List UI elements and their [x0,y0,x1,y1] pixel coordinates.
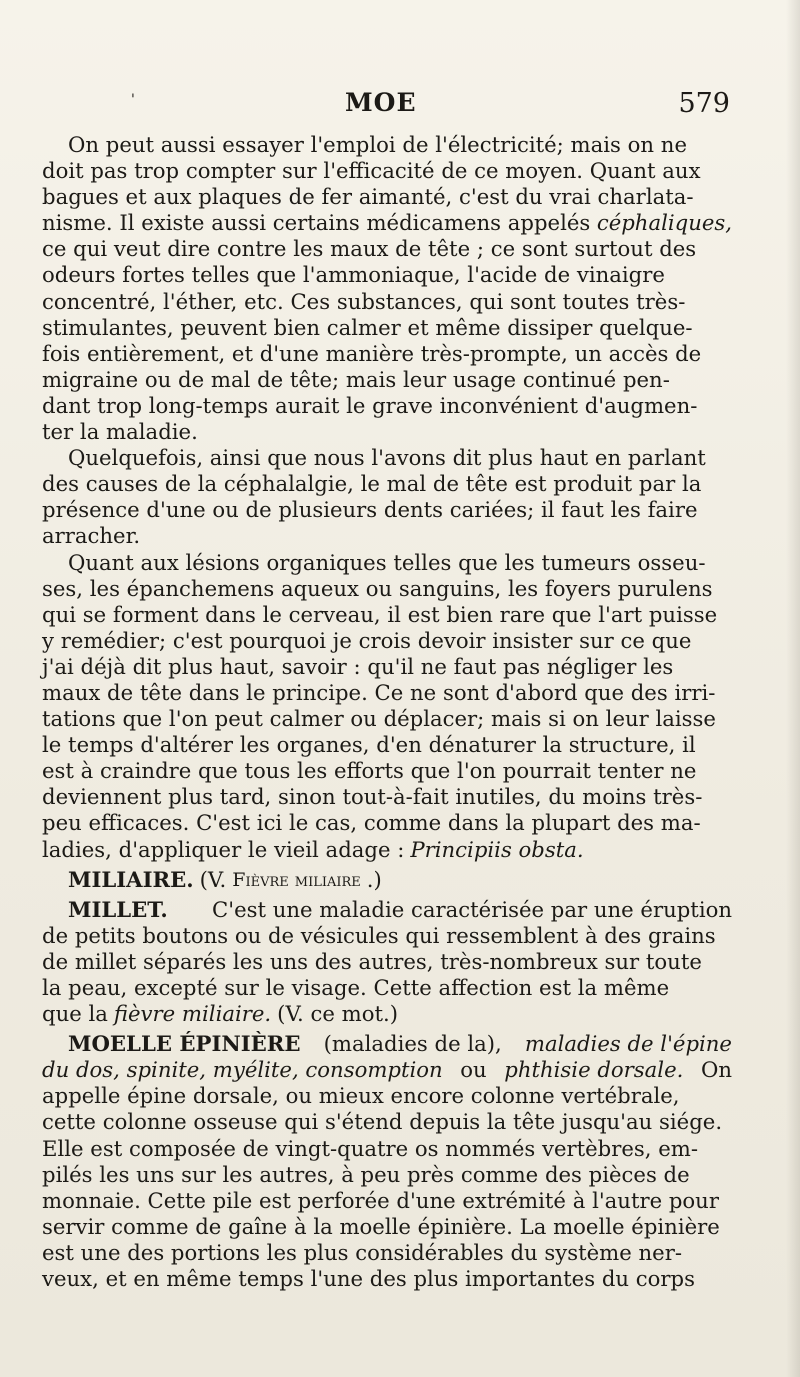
text-fragment: MILIAIRE. [68,866,194,892]
text-line [42,784,732,810]
text-fragment: dant trop long-temps aurait le grave inconvénient d'augmen- [42,392,698,418]
body-text [42,132,732,1292]
text-fragment: j'ai déjà dit plus haut, savoir : qu'il ne faut pas négliger les [42,653,674,679]
text-line [42,184,732,210]
text-fragment: phthisie dorsale. [504,1057,684,1083]
margin-mark: ' [131,92,135,108]
text-line [42,367,732,393]
text-fragment: Principiis obsta. [410,836,584,862]
text-line [42,158,732,184]
text-fragment: On [700,1057,732,1083]
text-line [42,576,732,602]
text-line [42,1162,732,1188]
entry-miliaire [42,867,732,893]
text-fragment: Quelquefois, ainsi que nous l'avons dit plus haut en parlant [68,445,706,471]
text-line [42,1057,732,1083]
text-fragment: Elle est composée de vingt-quatre os nommés vertèbres, em- [42,1135,699,1161]
text-line [42,680,732,706]
text-fragment: Fièvre miliaire [232,868,361,891]
text-fragment: la peau, excepté sur le visage. Cette affection est la même [42,975,670,1000]
text-fragment: Quant aux lésions organiques telles que les tumeurs osseu- [68,549,706,575]
text-fragment: odeurs fortes telles que l'ammoniaque, l'acide de vinaigre [42,262,665,288]
text-line [42,949,732,975]
text-fragment: ter la maladie. [42,419,198,445]
text-line [42,1240,732,1266]
text-line [42,393,732,419]
text-fragment: pilés les uns sur les autres, à peu près comme des pièces de [42,1161,690,1187]
text-fragment: cette colonne osseuse qui s'étend depuis la tête jusqu'au siége. [42,1109,723,1135]
text-fragment: migraine ou de mal de tête; mais leur usage continué pen- [42,366,670,392]
text-fragment: servir comme de gaîne à la moelle épinière. La moelle épinière [42,1213,720,1239]
text-fragment: nisme. Il existe aussi certains médicamens appelés [42,210,591,236]
text-line [42,341,732,367]
text-line [42,1136,732,1162]
text-fragment: ses, les épanchemens aqueux ou sanguins, les foyers purulens [42,575,713,601]
text-fragment: céphaliques, [596,210,732,236]
text-fragment: veux, et en même temps l'une des plus importantes du corps [42,1266,695,1292]
text-fragment: monnaie. Cette pile est perforée d'une extrémité à l'autre pour [42,1187,719,1213]
text-fragment: C'est une maladie caractérisée par une éruption [212,896,732,922]
text-fragment: que la [42,1001,108,1027]
text-fragment: MOELLE ÉPINIÈRE [68,1031,301,1057]
text-line [42,628,732,654]
text-line [42,471,732,497]
text-line [42,419,732,445]
text-fragment: le temps d'altérer les organes, d'en dénaturer la structure, il [42,732,696,758]
text-fragment: ladies, d'appliquer le vieil adage : [42,836,405,862]
text-fragment: ou [460,1057,487,1083]
text-fragment: qui se forment dans le cerveau, il est bien rare que l'art puisse [42,601,718,627]
text-line [42,1001,732,1027]
text-fragment: doit pas trop compter sur l'efficacité de ce moyen. Quant aux [42,158,701,184]
text-fragment: est une des portions les plus considérables du système ner- [42,1239,683,1265]
text-fragment: deviennent plus tard, sinon tout-à-fait inutiles, du moins très- [42,784,703,810]
page-number: 579 [678,88,730,119]
text-fragment: présence d'une ou de plusieurs dents cariées; il faut les faire [42,497,698,523]
text-fragment: du dos, spinite, myélite, consomption [42,1057,443,1083]
text-line [42,923,732,949]
entry-moelle-epiniere [42,1031,732,1057]
text-line [42,497,732,523]
text-line [42,837,732,863]
text-line [42,810,732,836]
text-fragment: bagues et aux plaques de fer aimanté, c'est du vrai charlata- [42,184,694,210]
text-fragment: y remédier; c'est pourquoi je crois devoir insister sur ce que [42,627,692,653]
text-fragment: fois entièrement, et d'une manière très-prompte, un accès de [42,340,702,366]
text-fragment: (V. [199,866,227,892]
text-line [42,262,732,288]
text-fragment: stimulantes, peuvent bien calmer et même dissiper quelque- [42,314,693,340]
text-line [42,654,732,680]
text-line [42,132,732,158]
text-line [42,210,732,236]
text-line [42,445,732,471]
text-line [42,706,732,732]
text-line [42,236,732,262]
text-fragment: On peut aussi essayer l'emploi de l'électricité; mais on ne [68,132,687,157]
text-fragment: (maladies de la), [323,1031,502,1057]
page-header [0,88,800,128]
text-fragment: fièvre miliaire. [113,1001,272,1027]
text-line [42,1266,732,1292]
text-line [42,289,732,315]
text-line [42,1083,732,1109]
text-line [42,550,732,576]
text-fragment: des causes de la céphalalgie, le mal de tête est produit par la [42,471,702,497]
text-line [42,732,732,758]
text-line [42,523,732,549]
text-fragment: concentré, l'éther, etc. Ces substances, qui sont toutes très- [42,288,686,314]
text-fragment: MILLET. [68,896,168,922]
page-edge-shadow [786,0,800,1377]
text-line [42,1109,732,1135]
text-line [42,1188,732,1214]
text-line [42,315,732,341]
text-fragment: de petits boutons ou de vésicules qui ressemblent à des grains [42,922,716,948]
text-fragment: peu efficaces. C'est ici le cas, comme dans la plupart des ma- [42,810,701,836]
text-fragment: de millet séparés les uns des autres, très-nombreux sur toute [42,948,702,974]
text-fragment: appelle épine dorsale, ou mieux encore colonne vertébrale, [42,1083,680,1109]
text-fragment: arracher. [42,523,141,549]
text-line [42,758,732,784]
text-fragment: est à craindre que tous les efforts que l'on pourrait tenter ne [42,758,697,784]
entry-millet [42,897,732,923]
running-head: MOE [345,88,417,117]
text-line [42,975,732,1001]
text-line [42,602,732,628]
text-fragment: tations que l'on peut calmer ou déplacer; mais si on leur laisse [42,706,716,732]
text-fragment: maux de tête dans le principe. Ce ne sont d'abord que des irri- [42,679,716,705]
text-fragment: maladies de l'épine [524,1031,732,1057]
text-fragment: .) [366,866,382,892]
text-fragment: ce qui veut dire contre les maux de tête ; ce sont surtout des [42,236,697,262]
text-fragment: (V. ce mot.) [277,1001,399,1027]
text-line [42,1214,732,1240]
